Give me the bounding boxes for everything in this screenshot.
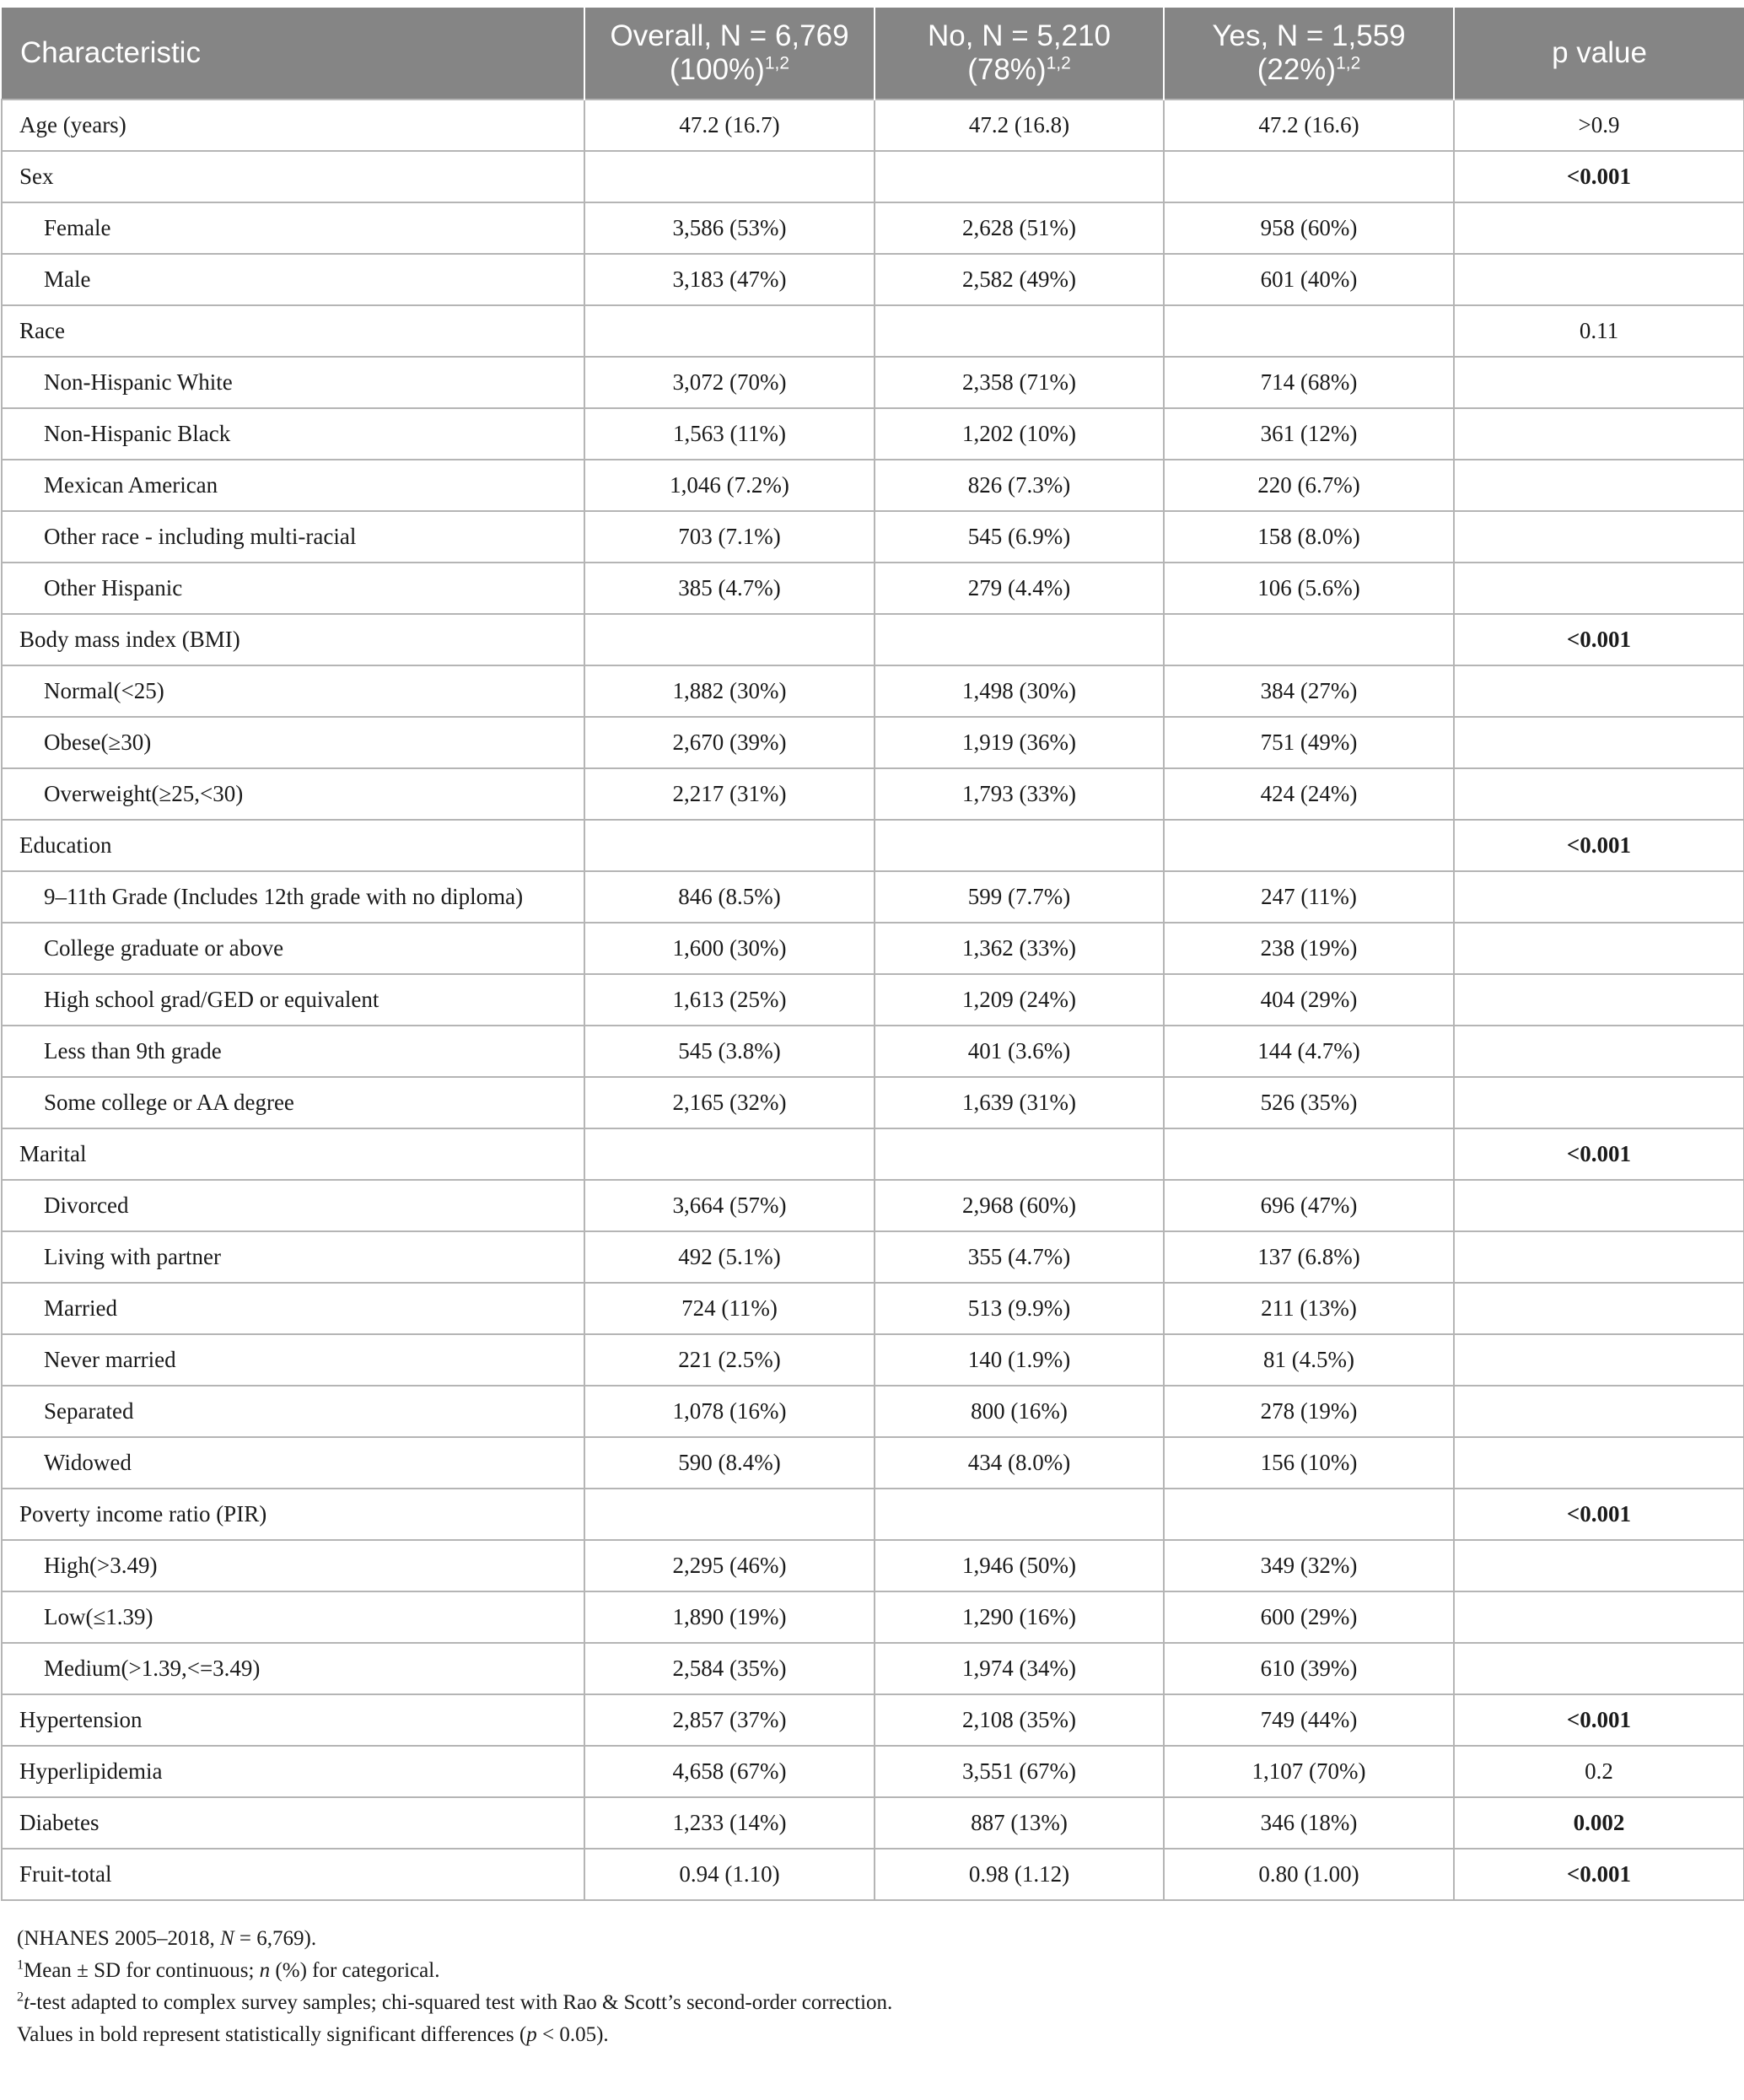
cell-yes: 156 (10%)	[1164, 1437, 1454, 1489]
cell-yes	[1164, 1128, 1454, 1180]
cell-overall	[584, 1489, 875, 1540]
cell-p-value	[1454, 1231, 1744, 1283]
table-row	[2, 408, 1744, 460]
cell-characteristic: Overweight(≥25,<30)	[2, 768, 584, 820]
cell-p-value: <0.001	[1454, 151, 1744, 202]
table-row	[2, 100, 1744, 151]
cell-p-value: <0.001	[1454, 1694, 1744, 1746]
cell-characteristic: Some college or AA degree	[2, 1077, 584, 1128]
footnote-2: $^2$t-test adapted to complex survey samples; chi-squared test with Rao & Scott’s second-order correction.	[17, 1990, 893, 2014]
cell-p-value: 0.11	[1454, 305, 1744, 357]
cell-yes: 424 (24%)	[1164, 768, 1454, 820]
cell-yes: 600 (29%)	[1164, 1591, 1454, 1643]
cell-no: 2,628 (51%)	[875, 202, 1164, 254]
cell-p-value	[1454, 1283, 1744, 1334]
cell-overall: 2,670 (39%)	[584, 717, 875, 768]
cell-no: 3,551 (67%)	[875, 1746, 1164, 1797]
cell-p-value	[1454, 923, 1744, 974]
cell-overall: 3,586 (53%)	[584, 202, 875, 254]
cell-characteristic: Diabetes	[2, 1797, 584, 1849]
cell-overall: 4,658 (67%)	[584, 1746, 875, 1797]
cell-p-value	[1454, 1386, 1744, 1437]
cell-no: 401 (3.6%)	[875, 1026, 1164, 1077]
cell-p-value	[1454, 665, 1744, 717]
table-row	[2, 1128, 1744, 1180]
cell-p-value	[1454, 511, 1744, 563]
header-yes-footnote-ref: 1,2	[1336, 53, 1361, 73]
table-row	[2, 1797, 1744, 1849]
footnote-3: Values in bold represent statistically significant differences (p < 0.05).	[17, 2023, 609, 2046]
cell-overall: 1,046 (7.2%)	[584, 460, 875, 511]
cell-no: 1,202 (10%)	[875, 408, 1164, 460]
table-row	[2, 1334, 1744, 1386]
cell-no	[875, 1489, 1164, 1540]
table-row	[2, 1077, 1744, 1128]
cell-characteristic: Separated	[2, 1386, 584, 1437]
table-row	[2, 1849, 1744, 1900]
table-row	[2, 202, 1744, 254]
cell-characteristic: Poverty income ratio (PIR)	[2, 1489, 584, 1540]
cell-no: 434 (8.0%)	[875, 1437, 1164, 1489]
cell-no: 1,793 (33%)	[875, 768, 1164, 820]
cell-no: 2,582 (49%)	[875, 254, 1164, 305]
cell-yes: 384 (27%)	[1164, 665, 1454, 717]
table-row	[2, 1180, 1744, 1231]
cell-p-value: <0.001	[1454, 820, 1744, 871]
cell-characteristic: Marital	[2, 1128, 584, 1180]
cell-p-value	[1454, 1540, 1744, 1591]
table-row	[2, 820, 1744, 871]
cell-yes: 404 (29%)	[1164, 974, 1454, 1026]
cell-overall: 1,890 (19%)	[584, 1591, 875, 1643]
cell-p-value: >0.9	[1454, 100, 1744, 151]
cell-yes: 714 (68%)	[1164, 357, 1454, 408]
cell-characteristic: Widowed	[2, 1437, 584, 1489]
cell-yes	[1164, 614, 1454, 665]
cell-yes: 346 (18%)	[1164, 1797, 1454, 1849]
cell-p-value	[1454, 768, 1744, 820]
cell-overall: 1,078 (16%)	[584, 1386, 875, 1437]
table-row	[2, 1283, 1744, 1334]
table-row	[2, 1643, 1744, 1694]
cell-yes: 696 (47%)	[1164, 1180, 1454, 1231]
cell-characteristic: Low(≤1.39)	[2, 1591, 584, 1643]
cell-characteristic: Other Hispanic	[2, 563, 584, 614]
cell-no	[875, 151, 1164, 202]
cell-characteristic: Divorced	[2, 1180, 584, 1231]
characteristics-table	[1, 8, 1744, 1901]
cell-p-value	[1454, 871, 1744, 923]
cell-overall: 2,165 (32%)	[584, 1077, 875, 1128]
header-p-value-label: p value	[1552, 36, 1647, 69]
table-row	[2, 923, 1744, 974]
cell-overall: 3,664 (57%)	[584, 1180, 875, 1231]
cell-no: 355 (4.7%)	[875, 1231, 1164, 1283]
cell-no: 1,498 (30%)	[875, 665, 1164, 717]
table-row	[2, 1026, 1744, 1077]
table-row	[2, 1694, 1744, 1746]
cell-characteristic: Never married	[2, 1334, 584, 1386]
cell-no: 279 (4.4%)	[875, 563, 1164, 614]
cell-yes: 137 (6.8%)	[1164, 1231, 1454, 1283]
cell-no	[875, 305, 1164, 357]
cell-overall	[584, 305, 875, 357]
cell-overall: 3,183 (47%)	[584, 254, 875, 305]
cell-no: 1,946 (50%)	[875, 1540, 1164, 1591]
cell-overall: 724 (11%)	[584, 1283, 875, 1334]
cell-yes: 247 (11%)	[1164, 871, 1454, 923]
cell-yes: 238 (19%)	[1164, 923, 1454, 974]
cell-no: 1,290 (16%)	[875, 1591, 1164, 1643]
cell-no: 800 (16%)	[875, 1386, 1164, 1437]
cell-overall: 846 (8.5%)	[584, 871, 875, 923]
cell-yes: 610 (39%)	[1164, 1643, 1454, 1694]
cell-no: 47.2 (16.8)	[875, 100, 1164, 151]
cell-characteristic: High(>3.49)	[2, 1540, 584, 1591]
cell-yes: 751 (49%)	[1164, 717, 1454, 768]
cell-no	[875, 820, 1164, 871]
table-container	[0, 8, 1744, 1901]
cell-overall: 2,584 (35%)	[584, 1643, 875, 1694]
cell-overall: 545 (3.8%)	[584, 1026, 875, 1077]
header-yes-share	[1165, 53, 1453, 87]
cell-overall: 385 (4.7%)	[584, 563, 875, 614]
cell-p-value	[1454, 1077, 1744, 1128]
cell-no: 140 (1.9%)	[875, 1334, 1164, 1386]
cell-p-value	[1454, 408, 1744, 460]
table-row	[2, 1591, 1744, 1643]
cell-p-value	[1454, 460, 1744, 511]
cell-yes: 278 (19%)	[1164, 1386, 1454, 1437]
cell-characteristic: Education	[2, 820, 584, 871]
table-row	[2, 717, 1744, 768]
cell-overall: 590 (8.4%)	[584, 1437, 875, 1489]
cell-no: 2,968 (60%)	[875, 1180, 1164, 1231]
cell-characteristic: High school grad/GED or equivalent	[2, 974, 584, 1026]
cell-characteristic: Other race - including multi-racial	[2, 511, 584, 563]
table-body	[2, 100, 1744, 1900]
cell-characteristic: Non-Hispanic White	[2, 357, 584, 408]
cell-no: 513 (9.9%)	[875, 1283, 1164, 1334]
cell-no: 545 (6.9%)	[875, 511, 1164, 563]
cell-characteristic: Male	[2, 254, 584, 305]
cell-characteristic: Married	[2, 1283, 584, 1334]
table-row	[2, 1437, 1744, 1489]
cell-p-value	[1454, 1334, 1744, 1386]
header-yes-share-value: (22%)	[1257, 53, 1337, 86]
cell-p-value: <0.001	[1454, 1128, 1744, 1180]
cell-characteristic: 9–11th Grade (Includes 12th grade with no diploma)	[2, 871, 584, 923]
cell-overall: 1,613 (25%)	[584, 974, 875, 1026]
cell-overall	[584, 151, 875, 202]
cell-overall: 221 (2.5%)	[584, 1334, 875, 1386]
cell-p-value	[1454, 202, 1744, 254]
table-row	[2, 254, 1744, 305]
cell-p-value: <0.001	[1454, 1849, 1744, 1900]
cell-p-value	[1454, 254, 1744, 305]
cell-overall: 0.94 (1.10)	[584, 1849, 875, 1900]
table-row	[2, 665, 1744, 717]
footnote-source: (NHANES 2005–2018, N = 6,769).	[17, 1927, 317, 1950]
header-overall	[584, 8, 875, 100]
cell-no: 1,362 (33%)	[875, 923, 1164, 974]
cell-characteristic: Age (years)	[2, 100, 584, 151]
cell-p-value	[1454, 1026, 1744, 1077]
cell-characteristic: Living with partner	[2, 1231, 584, 1283]
table-row	[2, 1746, 1744, 1797]
footnote-1: $^1$Mean ± SD for continuous; n (%) for categorical.	[17, 1957, 440, 1982]
table-row	[2, 563, 1744, 614]
cell-yes	[1164, 820, 1454, 871]
table-row	[2, 511, 1744, 563]
cell-p-value: <0.001	[1454, 1489, 1744, 1540]
cell-overall: 1,600 (30%)	[584, 923, 875, 974]
cell-characteristic: Hypertension	[2, 1694, 584, 1746]
cell-yes: 158 (8.0%)	[1164, 511, 1454, 563]
cell-p-value	[1454, 563, 1744, 614]
cell-overall: 492 (5.1%)	[584, 1231, 875, 1283]
cell-overall: 2,217 (31%)	[584, 768, 875, 820]
cell-no	[875, 1128, 1164, 1180]
cell-no: 1,639 (31%)	[875, 1077, 1164, 1128]
header-yes	[1164, 8, 1454, 100]
cell-yes	[1164, 151, 1454, 202]
cell-characteristic: College graduate or above	[2, 923, 584, 974]
table-header	[2, 8, 1744, 100]
cell-characteristic: Race	[2, 305, 584, 357]
header-yes-label: Yes, N = 1,559	[1212, 19, 1406, 52]
cell-overall: 3,072 (70%)	[584, 357, 875, 408]
header-characteristic-label: Characteristic	[20, 36, 201, 69]
cell-p-value: <0.001	[1454, 614, 1744, 665]
cell-p-value	[1454, 1643, 1744, 1694]
cell-no: 599 (7.7%)	[875, 871, 1164, 923]
cell-overall	[584, 820, 875, 871]
table-row	[2, 871, 1744, 923]
cell-p-value	[1454, 357, 1744, 408]
cell-overall: 1,563 (11%)	[584, 408, 875, 460]
header-no-share-value: (78%)	[967, 53, 1047, 86]
header-characteristic	[2, 8, 584, 100]
cell-characteristic: Non-Hispanic Black	[2, 408, 584, 460]
cell-p-value: 0.2	[1454, 1746, 1744, 1797]
table-row	[2, 357, 1744, 408]
cell-no	[875, 614, 1164, 665]
table-row	[2, 305, 1744, 357]
table-row	[2, 614, 1744, 665]
header-overall-label: Overall, N = 6,769	[610, 19, 849, 52]
table-row	[2, 151, 1744, 202]
cell-yes: 526 (35%)	[1164, 1077, 1454, 1128]
cell-yes: 144 (4.7%)	[1164, 1026, 1454, 1077]
cell-overall: 2,295 (46%)	[584, 1540, 875, 1591]
cell-p-value	[1454, 1180, 1744, 1231]
table-row	[2, 1386, 1744, 1437]
header-no	[875, 8, 1164, 100]
header-no-label: No, N = 5,210	[928, 19, 1111, 52]
cell-p-value	[1454, 1437, 1744, 1489]
cell-characteristic: Body mass index (BMI)	[2, 614, 584, 665]
cell-yes: 349 (32%)	[1164, 1540, 1454, 1591]
cell-overall: 47.2 (16.7)	[584, 100, 875, 151]
cell-yes: 211 (13%)	[1164, 1283, 1454, 1334]
cell-yes: 1,107 (70%)	[1164, 1746, 1454, 1797]
cell-yes: 47.2 (16.6)	[1164, 100, 1454, 151]
cell-characteristic: Hyperlipidemia	[2, 1746, 584, 1797]
cell-yes: 81 (4.5%)	[1164, 1334, 1454, 1386]
table-row	[2, 768, 1744, 820]
header-row	[2, 8, 1744, 100]
cell-overall	[584, 614, 875, 665]
cell-overall: 703 (7.1%)	[584, 511, 875, 563]
cell-characteristic: Normal(<25)	[2, 665, 584, 717]
cell-no: 887 (13%)	[875, 1797, 1164, 1849]
table-row	[2, 974, 1744, 1026]
cell-characteristic: Less than 9th grade	[2, 1026, 584, 1077]
cell-overall	[584, 1128, 875, 1180]
cell-p-value	[1454, 974, 1744, 1026]
header-p-value	[1454, 8, 1744, 100]
cell-characteristic: Obese(≥30)	[2, 717, 584, 768]
cell-yes: 220 (6.7%)	[1164, 460, 1454, 511]
header-no-footnote-ref: 1,2	[1046, 53, 1071, 73]
cell-characteristic: Medium(>1.39,<=3.49)	[2, 1643, 584, 1694]
cell-no: 2,108 (35%)	[875, 1694, 1164, 1746]
cell-yes: 601 (40%)	[1164, 254, 1454, 305]
cell-yes: 361 (12%)	[1164, 408, 1454, 460]
cell-overall: 1,882 (30%)	[584, 665, 875, 717]
table-row	[2, 1489, 1744, 1540]
cell-yes: 958 (60%)	[1164, 202, 1454, 254]
cell-no: 0.98 (1.12)	[875, 1849, 1164, 1900]
cell-no: 1,209 (24%)	[875, 974, 1164, 1026]
cell-no: 826 (7.3%)	[875, 460, 1164, 511]
cell-characteristic: Sex	[2, 151, 584, 202]
table-row	[2, 460, 1744, 511]
cell-no: 2,358 (71%)	[875, 357, 1164, 408]
table-footnotes	[17, 1923, 1720, 2051]
cell-no: 1,919 (36%)	[875, 717, 1164, 768]
header-overall-share-value: (100%)	[669, 53, 765, 86]
table-row	[2, 1540, 1744, 1591]
cell-yes	[1164, 1489, 1454, 1540]
cell-yes: 0.80 (1.00)	[1164, 1849, 1454, 1900]
cell-yes	[1164, 305, 1454, 357]
table-row	[2, 1231, 1744, 1283]
cell-yes: 749 (44%)	[1164, 1694, 1454, 1746]
cell-yes: 106 (5.6%)	[1164, 563, 1454, 614]
header-overall-share	[585, 53, 874, 87]
cell-overall: 1,233 (14%)	[584, 1797, 875, 1849]
cell-overall: 2,857 (37%)	[584, 1694, 875, 1746]
cell-p-value	[1454, 1591, 1744, 1643]
cell-characteristic: Female	[2, 202, 584, 254]
cell-no: 1,974 (34%)	[875, 1643, 1164, 1694]
cell-p-value: 0.002	[1454, 1797, 1744, 1849]
cell-characteristic: Fruit-total	[2, 1849, 584, 1900]
header-overall-footnote-ref: 1,2	[764, 53, 790, 73]
cell-p-value	[1454, 717, 1744, 768]
cell-characteristic: Mexican American	[2, 460, 584, 511]
header-no-share	[875, 53, 1163, 87]
